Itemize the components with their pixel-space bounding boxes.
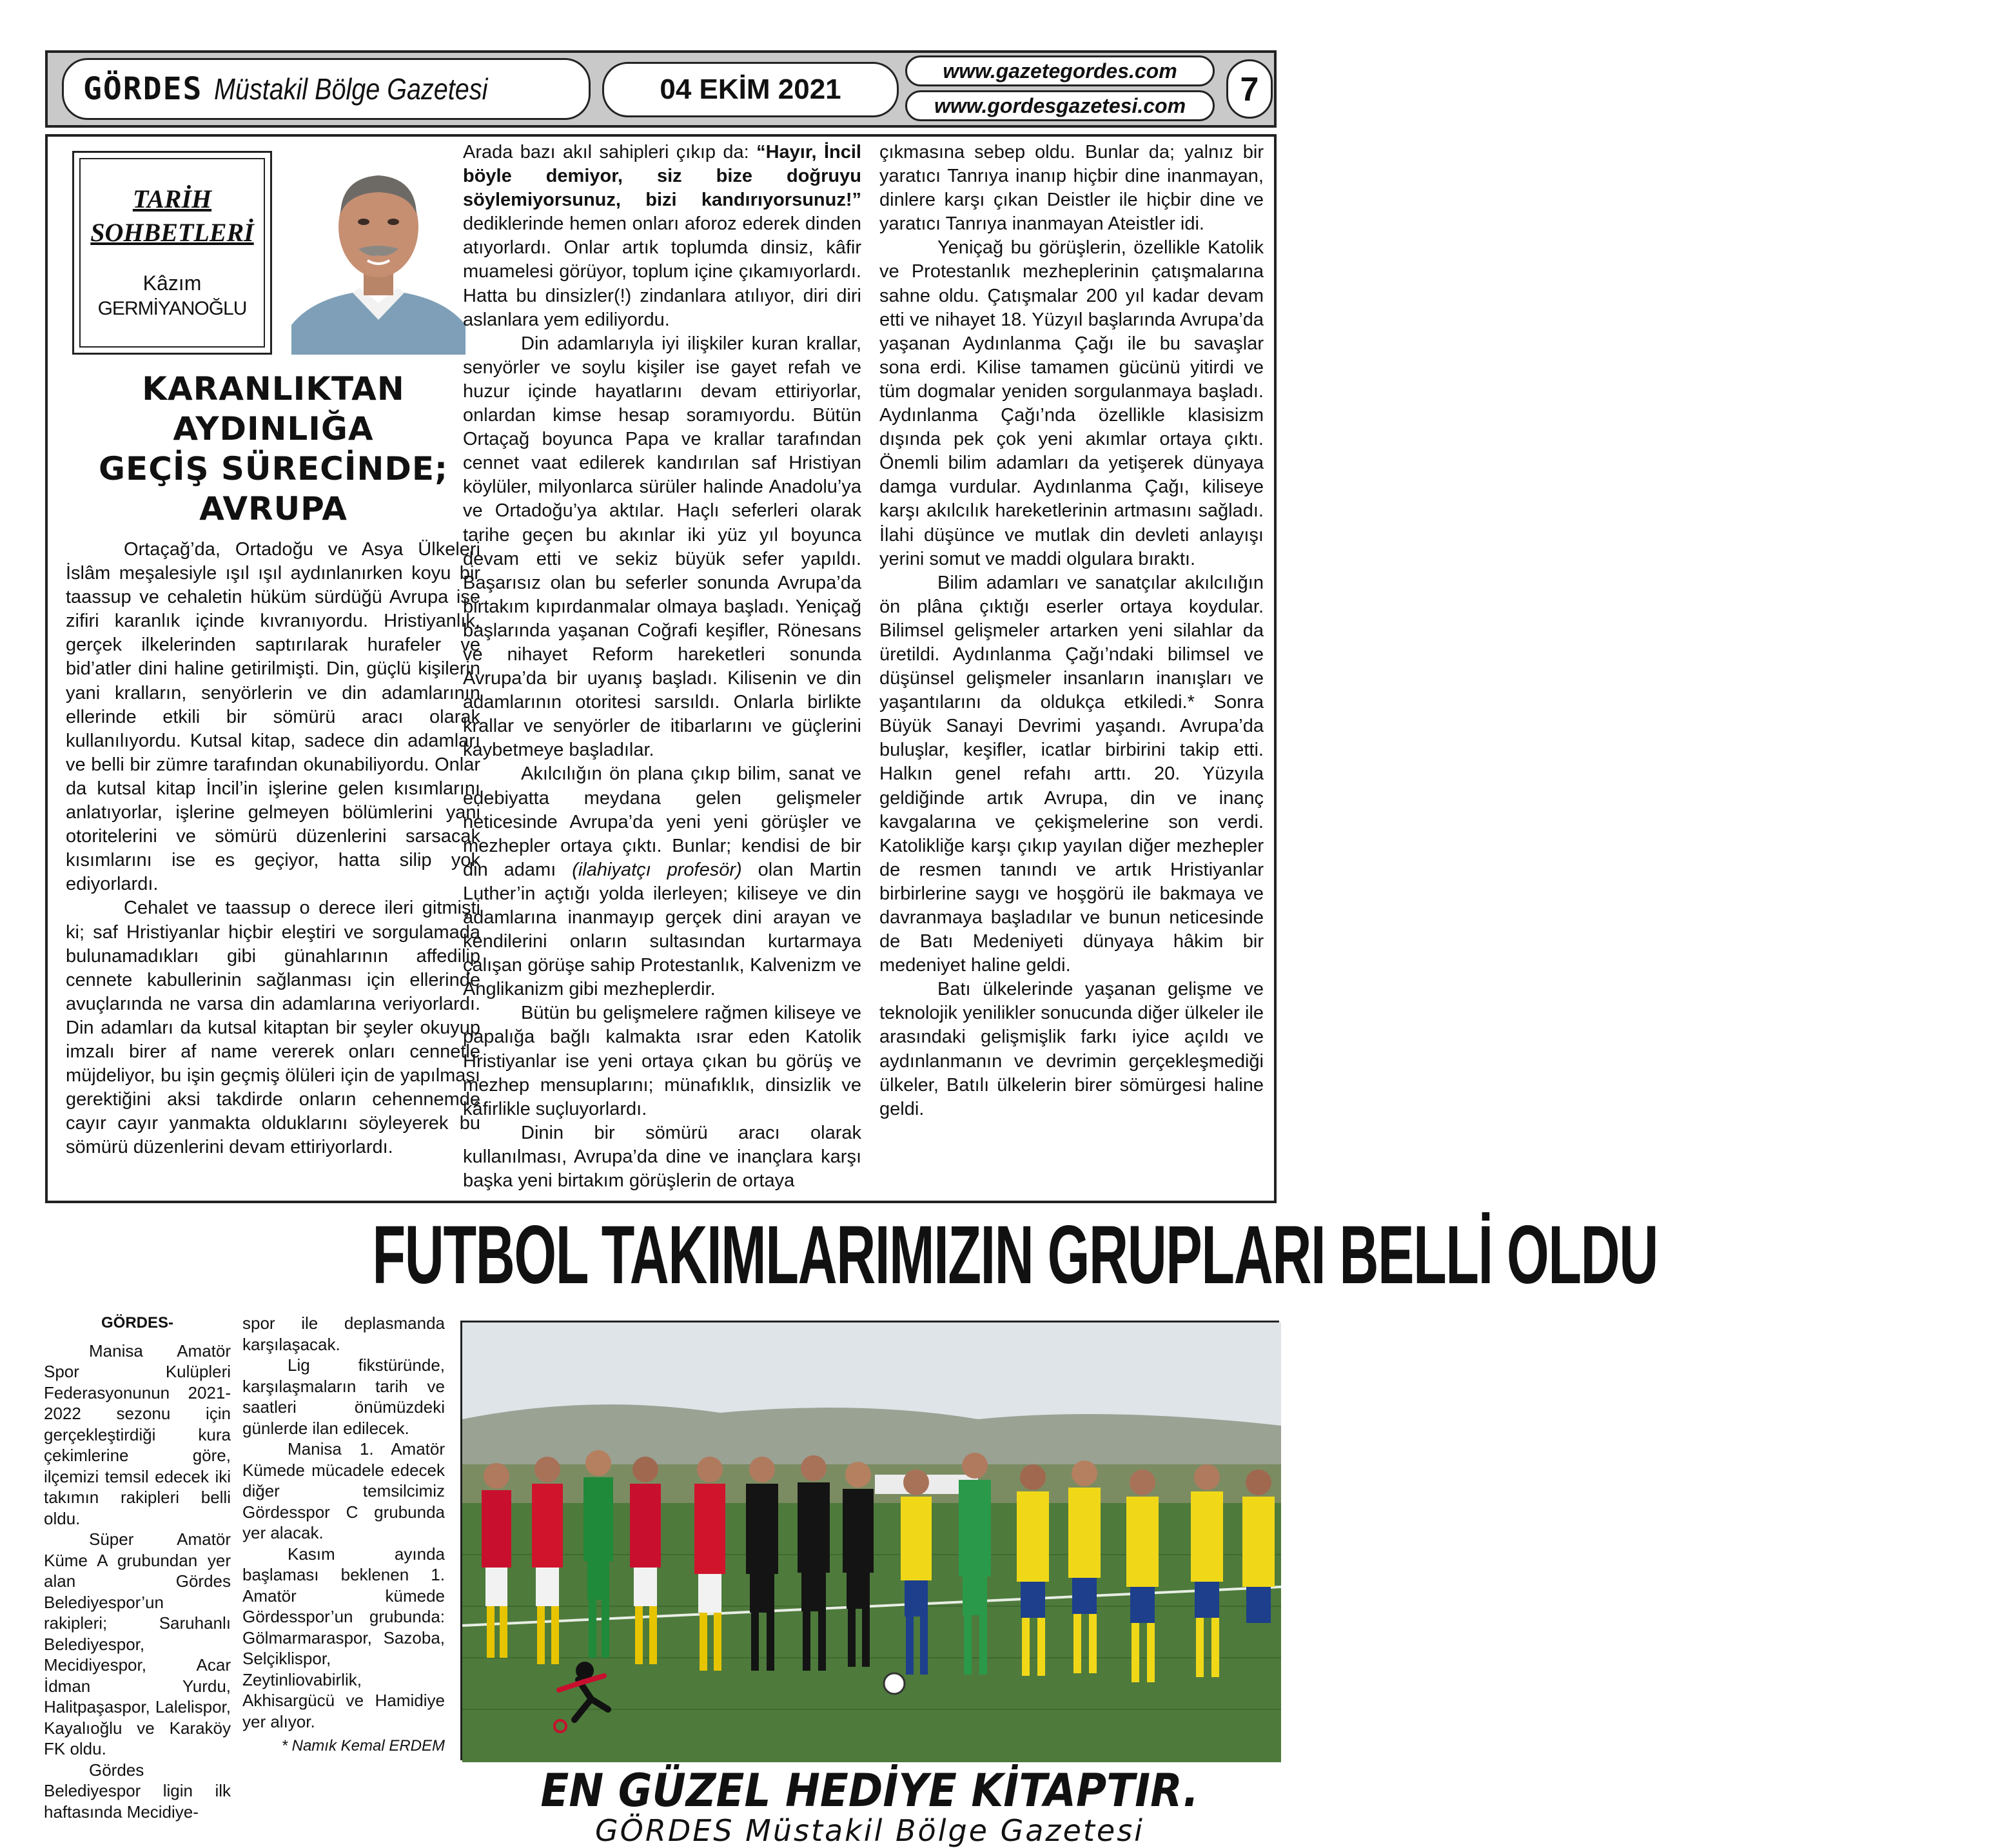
sports-column-1	[44, 1313, 231, 1822]
text-run: Akılcılığın ön plana çıkıp bilim, sanat ve edebiyatta meydana gelen gelişmeler neticesinde Avrupa’da yeni yeni görüşler ve mezhepler ortaya çıktı. Bunlar; kendisi de bir din adamı	[463, 763, 861, 880]
football-teams-photo	[460, 1321, 1279, 1760]
paragraph: Manisa Amatör Spor Kulüpleri Federasyonunun 2021-2022 sezonu için gerçekleştirdiği kura çekimlerine göre, ilçemizi temsil edecek iki takımın rakipleri belli oldu.	[44, 1341, 231, 1528]
text-run: Arada bazı akıl sahipleri çıkıp da:	[463, 142, 757, 162]
brand-subtitle: Müstakil Bölge Gazetesi	[214, 72, 488, 106]
dateline: GÖRDES-	[101, 1314, 173, 1332]
paragraph	[463, 762, 861, 1001]
paragraph: Cehalet ve taassup o derece ileri gitmişti ki; saf Hristiyanlar hiçbir eleştiri ve sorgulamada bulunamadıkları gibi günahlarının affedilip cennete kabullerinin sağlanması için ellerinde avuçlarında ne varsa din adamlarına veriyorlardı. Din adamları da kutsal kitaptan bir şeyler okuyup imzalı birer af name vererek onları cennetle müjdeliyor, bu işin geçmiş ölüleri için de yapılması gerektiğini aksi takdirde onların cehennemde cayır cayır yanmakta olduklarını söyleyerek bu sömürü düzenlerini devam ettiriyorlardı.	[66, 898, 480, 1158]
promo-slogan	[460, 1764, 1279, 1817]
article-headline	[67, 369, 480, 529]
paragraph	[463, 141, 861, 332]
italic-run: (ilahiyatçı profesör)	[572, 859, 742, 880]
article-column-1	[66, 538, 480, 1159]
quote-bold: “Hayır, İncil böyle demiyor, siz bize doğruyu söylemiyorsunuz, bizi kandırıyorsunuz!”	[463, 142, 861, 211]
promo-box	[460, 1764, 1279, 1848]
byline: * Namık Kemal ERDEM	[281, 1737, 445, 1755]
paragraph: Manisa 1. Amatör Kümede mücadele edecek diğer temsilcimiz Gördesspor C grubunda yer alacak.	[242, 1439, 445, 1542]
paragraph: Süper Amatör Küme A grubundan yer alan Gördes Belediyespor’un rakipleri; Saruhanlı Belediyespor, Mecidiyespor, Acar İdman Yurdu, Halitpaşaspor, Lalelispor, Kayalıoğlu ve Karaköy FK oldu.	[44, 1529, 231, 1758]
paragraph: spor ile deplasmanda karşılaşacak.	[242, 1313, 445, 1354]
column-article	[45, 134, 1277, 1203]
sports-headline-text: FUTBOL TAKIMLARIMIZIN GRUPLARI BELLİ OLDU	[372, 1209, 1658, 1301]
brand-name: GÖRDES	[83, 71, 203, 107]
article-column-3	[879, 141, 1264, 1121]
issue-date: 04 EKİM 2021	[602, 62, 899, 117]
newspaper-title	[62, 58, 591, 120]
column-series-box	[72, 151, 272, 355]
sports-column-2	[242, 1313, 445, 1757]
series-title	[81, 182, 264, 250]
masthead	[45, 50, 1277, 128]
website-link-1[interactable]: www.gazetegordes.com	[905, 55, 1215, 86]
page-number: 7	[1226, 59, 1273, 119]
sports-headline	[41, 1207, 1658, 1304]
series-title-line-1: TARİH	[132, 184, 212, 213]
text-run: olan Martin Luther’in açtığı yolda ilerleyen; kiliseye ve din adamlarına inanmayıp gerçek dini arayan ve kendilerini onların sultasından kurtarmaya çalışan görüşe sahip Protestanlık, Kalvenizm ve Anglikanizm gibi mezheplerdir.	[463, 859, 861, 1000]
paragraph: Gördes Belediyespor ligin ilk haftasında Mecidiye-	[44, 1760, 231, 1822]
paragraph: Kasım ayında başlaması beklenen 1. Amatör kümede Gördesspor’un grubunda: Gölmarmaraspor, Sazoba, Selçiklispor, Zeytinliovabirlik, Akhisargücü ve Hamidiye yer alıyor.	[242, 1544, 445, 1731]
paragraph: Batı ülkelerinde yaşanan gelişme ve teknolojik yenilikler sonucunda diğer ülkeler ile arasındaki gelişmişlik farkı iyice açıldı ve aydınlanmanın ve devrimin gerçekleşmediği ülkeler, Batılı ülkelerin birer sömürgesi haline geldi.	[879, 979, 1264, 1119]
promo-slogan-text: EN GÜZEL HEDİYE KİTAPTIR.	[540, 1764, 1199, 1817]
paragraph: Ortaçağ’da, Ortadoğu ve Asya Ülkeleri İslâm meşalesiyle ışıl ışıl aydınlanırken koyu bir taassup ve cehaletin hüküm sürdüğü Avrupa ise zifiri karanlık içinde kıvranıyordu. Hristiyanlık, gerçek ilkelerinden saptırılarak hurafeler ve bid’atler dini haline getirilmişti. Din, güçlü kişilerin yani kralların, senyörlerin ve din adamlarının ellerinde etkili bir sömürü aracı olarak kullanılıyordu. Kutsal kitap, sadece din adamları ve belli bir zümre tarafından okunabiliyordu. Onlar da kutsal kitap İncil’in işlerine gelen kısımlarını anlatıyorlar, işlerine gelmeyen bölümlerini yani otoritelerini ve sömürü düzenlerini sarsacak kısımlarını ise es geçiyor, hatta silip yok ediyorlardı.	[66, 539, 480, 895]
headline-line-4: AVRUPA	[199, 490, 348, 527]
headline-line-1: KARANLIKTAN	[142, 370, 405, 408]
author-photo	[291, 151, 465, 355]
author-last-name: GERMİYANOĞLU	[97, 298, 247, 319]
series-title-line-2: SOHBETLERİ	[90, 218, 254, 247]
paragraph: Lig fikstüründe, karşılaşmaların tarih ve saatleri önümüzdeki günlerde ilan edilecek.	[242, 1355, 445, 1438]
author-first-name: Kâzım	[142, 271, 202, 295]
website-links	[905, 55, 1215, 125]
text-run: dediklerinde hemen onları aforoz ederek dinden atıyorlardı. Onlar artık toplumda dinsiz, kâfir muamelesi görüyor, toplum içine çıkamıyorlardı. Hatta bu dinsizler(!) zindanlara atılıyor, diri diri aslanlara yem ediliyordu.	[463, 213, 861, 330]
promo-newspaper-name: GÖRDES Müstakil Bölge Gazetesi	[595, 1813, 1144, 1848]
headline-line-3: GEÇİŞ SÜRECİNDE;	[99, 450, 448, 487]
website-link-2[interactable]: www.gordesgazetesi.com	[905, 90, 1215, 121]
paragraph: çıkmasına sebep oldu. Bunlar da; yalnız bir yaratıcı Tanrıya inanıp hiçbir dine inanmayan, dinlere karşı çıkan Deistler ile hiçbir dine ve yaratıcı Tanrıya inanmayan Ateistler idi.	[879, 142, 1264, 235]
paragraph: Dinin bir sömürü aracı olarak kullanılması, Avrupa’da dine ve inançlara karşı başka yeni birtakım görüşlerin de ortaya	[463, 1122, 861, 1192]
headline-line-2: AYDINLIĞA	[173, 410, 374, 447]
paragraph: Bütün bu gelişmelere rağmen kiliseye ve papalığa bağlı kalmakta ısrar eden Katolik Hristiyanlar ise yeni ortaya çıkan bu görüş ve mezhep mensuplarını; münafıklık, dinsizlik ve kâfirlikle suçluyorlardı.	[463, 1003, 861, 1119]
paragraph: Bilim adamları ve sanatçılar akılcılığın ön plâna çıktığı eserler ortaya koydular. Bilimsel gelişmeler artarken yeni silahlar da üretildi. Aydınlanma Çağı’ndaki bilimsel ve düşünsel gelişmeler insanların inanışları ve yaşantılarını da oldukça etkiledi.* Sonra Büyük Sanayi Devrimi yaşandı. Avrupa’da buluşlar, keşifler, icatlar birbirini takip etti. Halkın genel refahı arttı. 20. Yüzyıla geldiğinde artık Avrupa, din ve inanç kavgalarına ve çekişmelerine son verdi. Katolikliğe karşı çıkıp yayılan diğer mezhepler de resmen tanındı ve artık Hristiyanlar birbirlerine saygı ve hoşgörü ile bakmaya ve davranmaya başladılar ve bunun neticesinde de Batı Medeniyeti dünyaya hâkim bir medeniyet haline geldi.	[879, 572, 1264, 976]
article-column-2	[463, 141, 861, 1193]
paragraph: Din adamlarıyla iyi ilişkiler kuran krallar, senyörler ve soylu kişiler ise gayet refah ve huzur içinde hayatlarını devam ettiriyorlar, onlardan kimse hesap soramıyordu. Bütün Ortaçağ boyunca Papa ve krallar tarafından cennet vaat edilerek kandırılan saf Hristiyan köylüler, milyonlarca sürüler halinde Anadolu’ya ve Ortadoğu’ya aktılar. Haçlı seferleri olarak tarihe geçen bu akınlar iki yüz yıl boyunca devam etti ve sekiz büyük sefer yapıldı. Başarısız olan bu seferler sonunda Avrupa’da birtakım kıpırdanmalar olmaya başladı. Yeniçağ başlarında yaşanan Coğrafi keşifler, Rönesans ve nihayet Reform hareketleri sonunda Avrupa’da bir uyanış başladı. Kilisenin ve din adamlarının otoritesi sarsıldı. Onlarla birlikte krallar ve senyörler de itibarlarını ve güçlerini kaybetmeye başladılar.	[463, 333, 861, 761]
paragraph: Yeniçağ bu görüşlerin, özellikle Katolik ve Protestanlık mezheplerinin çatışmalarına sahne oldu. Çatışmalar 200 yıl kadar devam etti ve nihayet 18. Yüzyıl başlarında Avrupa’da yaşanan Aydınlanma Çağı ile bu savaşlar sona erdi. Kilise tamamen gücünü yitirdi ve tüm dogmalar yeniden sorgulanmaya başladı. Aydınlanma Çağı’nda özellikle klasisizm dışında pek çok yeni akımlar ortaya çıktı. Önemli bilim adamları da yetişerek dünyaya damga vurdular. Aydınlanma Çağı, kiliseye karşı akılcılık hareketlerinin artmasını sağladı. İlahi düşünce ve mutlak din devleti anlayışı yerini somut ve maddi olgulara bıraktı.	[879, 237, 1264, 569]
